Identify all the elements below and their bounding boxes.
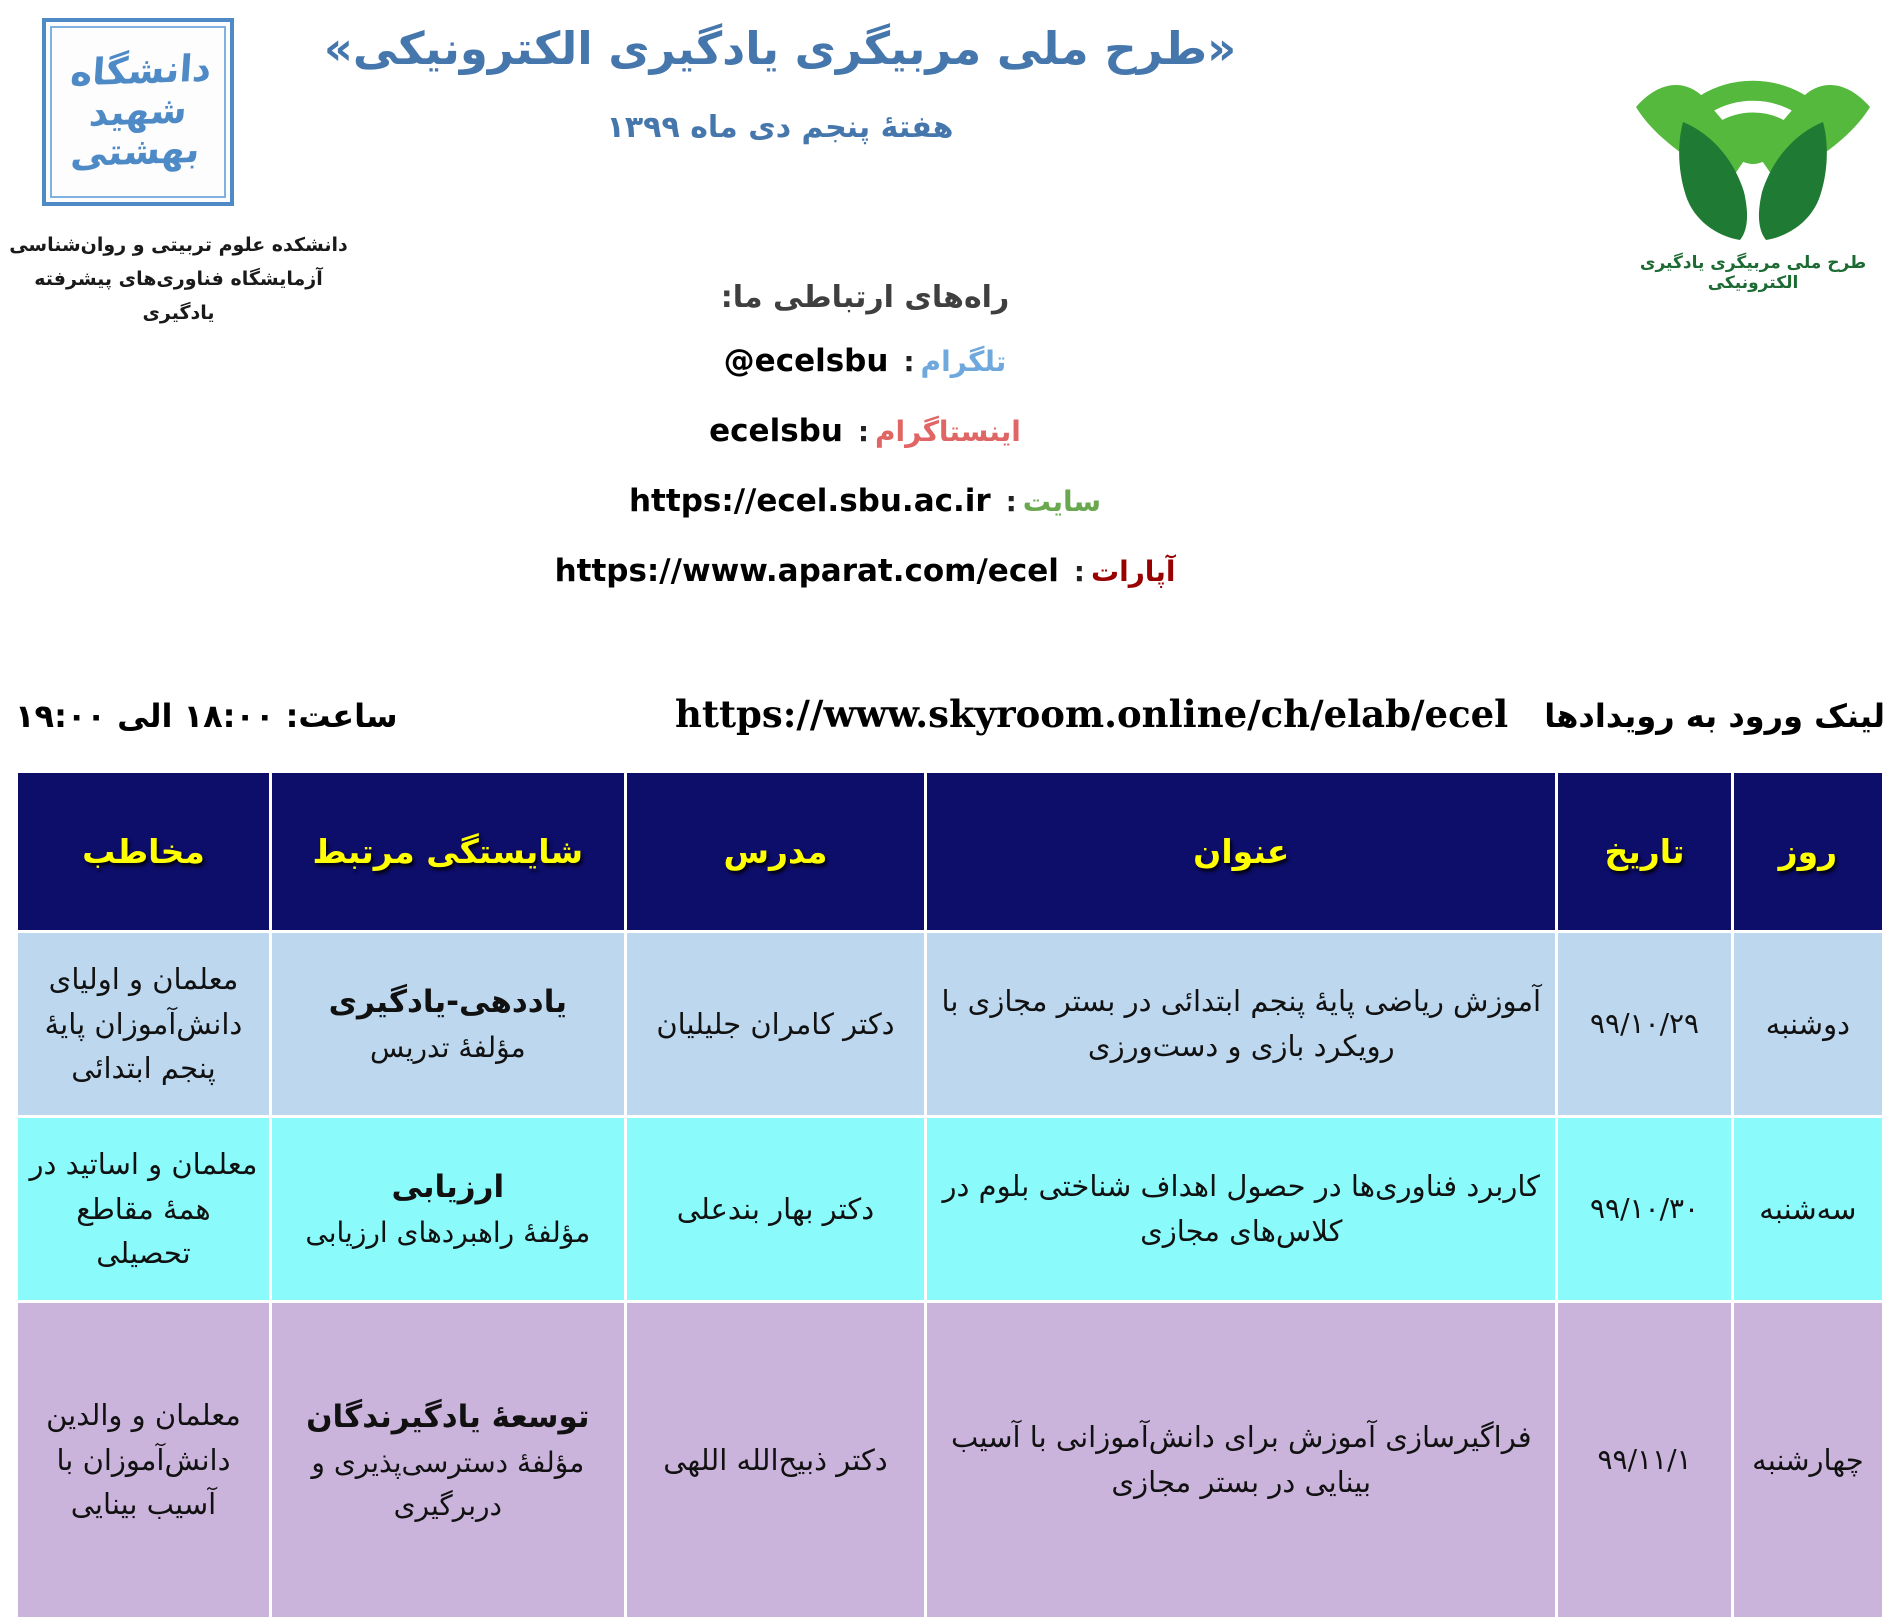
cell-date: ۹۹/۱۰/۲۹ [1557, 932, 1732, 1117]
website-label: سایت [1022, 485, 1101, 518]
cell-day: دوشنبه [1732, 932, 1883, 1117]
cell-competency [270, 1302, 625, 1619]
table-row [17, 1302, 1884, 1619]
cell-instructor: دکتر کامران جلیلیان [625, 932, 926, 1117]
competency-main: ارزیابی [391, 1169, 505, 1206]
cell-instructor: دکتر ذبیح‌الله اللهی [625, 1302, 926, 1619]
event-link-row [15, 692, 1885, 736]
cell-title: آموزش ریاضی پایهٔ پنجم ابتدائی در بستر مجازی با رویکرد بازی و دست‌ورزی [926, 932, 1557, 1117]
colon: : [903, 345, 915, 378]
colon: : [1005, 485, 1017, 518]
competency-sub: مؤلفهٔ تدریس [370, 1031, 526, 1065]
schedule-table [15, 770, 1885, 1620]
colon: : [1073, 555, 1085, 588]
contact-website [290, 483, 1440, 529]
table-header-row [17, 772, 1884, 932]
table-row [17, 932, 1884, 1117]
instagram-label: اینستاگرام [875, 415, 1021, 448]
program-logo [1628, 12, 1878, 292]
page-title: «طرح ملی مربیگری یادگیری الکترونیکی» [323, 22, 1237, 75]
faculty-line2: آزمایشگاه فناوری‌های پیشرفته یادگیری [34, 268, 323, 325]
competency-main: توسعهٔ یادگیرندگان [306, 1398, 590, 1435]
col-header-title: عنوان [926, 772, 1557, 932]
cell-audience: معلمان و والدین دانش‌آموزان با آسیب بینایی [17, 1302, 271, 1619]
contact-instagram [290, 413, 1440, 459]
contact-heading: راه‌های ارتباطی ما: [720, 280, 1010, 315]
cell-day: سه‌شنبه [1732, 1117, 1883, 1302]
event-link-label: لینک ورود به رویدادها [1544, 697, 1885, 735]
cell-title: کاربرد فناوری‌ها در حصول اهداف شناختی بلوم در کلاس‌های مجازی [926, 1117, 1557, 1302]
event-link-url[interactable]: https://www.skyroom.online/ch/elab/ecel [674, 692, 1509, 736]
cell-instructor: دکتر بهار بندعلی [625, 1117, 926, 1302]
cell-competency [270, 1117, 625, 1302]
cell-day: چهارشنبه [1732, 1302, 1883, 1619]
cell-date: ۹۹/۱۱/۱ [1557, 1302, 1732, 1619]
page-subtitle: هفتهٔ پنجم دی ماه ۱۳۹۹ [606, 110, 954, 145]
sbu-logo-frame [50, 26, 226, 198]
schedule-table-wrap [15, 770, 1885, 1620]
cell-competency [270, 932, 625, 1117]
sbu-university-logo [42, 18, 234, 206]
cell-audience: معلمان و اولیای دانش‌آموزان پایهٔ پنجم ابتدائی [17, 932, 271, 1117]
sbu-logo-calligraphy: دانشگاه شهید بهشتی [68, 46, 213, 176]
event-time: ساعت: ۱۸:۰۰ الی ۱۹:۰۰ [15, 697, 398, 735]
aparat-url[interactable]: https://www.aparat.com/ecel [554, 553, 1059, 589]
contact-aparat [290, 553, 1440, 599]
competency-sub: مؤلفهٔ دسترسی‌پذیری و دربرگیری [311, 1445, 585, 1523]
title-block [220, 22, 1340, 145]
telegram-label: تلگرام [920, 345, 1007, 378]
cell-audience: معلمان و اساتید در همهٔ مقاطع تحصیلی [17, 1117, 271, 1302]
wifi-hands-icon [1628, 12, 1878, 247]
table-row [17, 1117, 1884, 1302]
competency-main: یاددهی-یادگیری [328, 984, 567, 1021]
col-header-audience: مخاطب [17, 772, 271, 932]
col-header-instructor: مدرس [625, 772, 926, 932]
contact-telegram [290, 343, 1440, 389]
website-url[interactable]: https://ecel.sbu.ac.ir [628, 483, 991, 519]
program-logo-caption: طرح ملی مربیگری یادگیری الکترونیکی [1639, 253, 1867, 293]
col-header-day: روز [1732, 772, 1883, 932]
col-header-competency: شایستگی مرتبط [270, 772, 625, 932]
cell-date: ۹۹/۱۰/۳۰ [1557, 1117, 1732, 1302]
event-link-group [675, 692, 1885, 736]
contact-block [290, 280, 1440, 623]
colon: : [857, 415, 870, 448]
instagram-handle: ecelsbu [709, 413, 843, 449]
competency-sub: مؤلفهٔ راهبردهای ارزیابی [305, 1216, 591, 1250]
telegram-handle: @ecelsbu [723, 343, 889, 379]
aparat-label: آپارات [1090, 555, 1176, 588]
faculty-line1: دانشکده علوم تربیتی و روان‌شناسی [9, 234, 348, 256]
col-header-date: تاریخ [1557, 772, 1732, 932]
cell-title: فراگیرسازی آموزش برای دانش‌آموزانی با آسیب بینایی در بستر مجازی [926, 1302, 1557, 1619]
